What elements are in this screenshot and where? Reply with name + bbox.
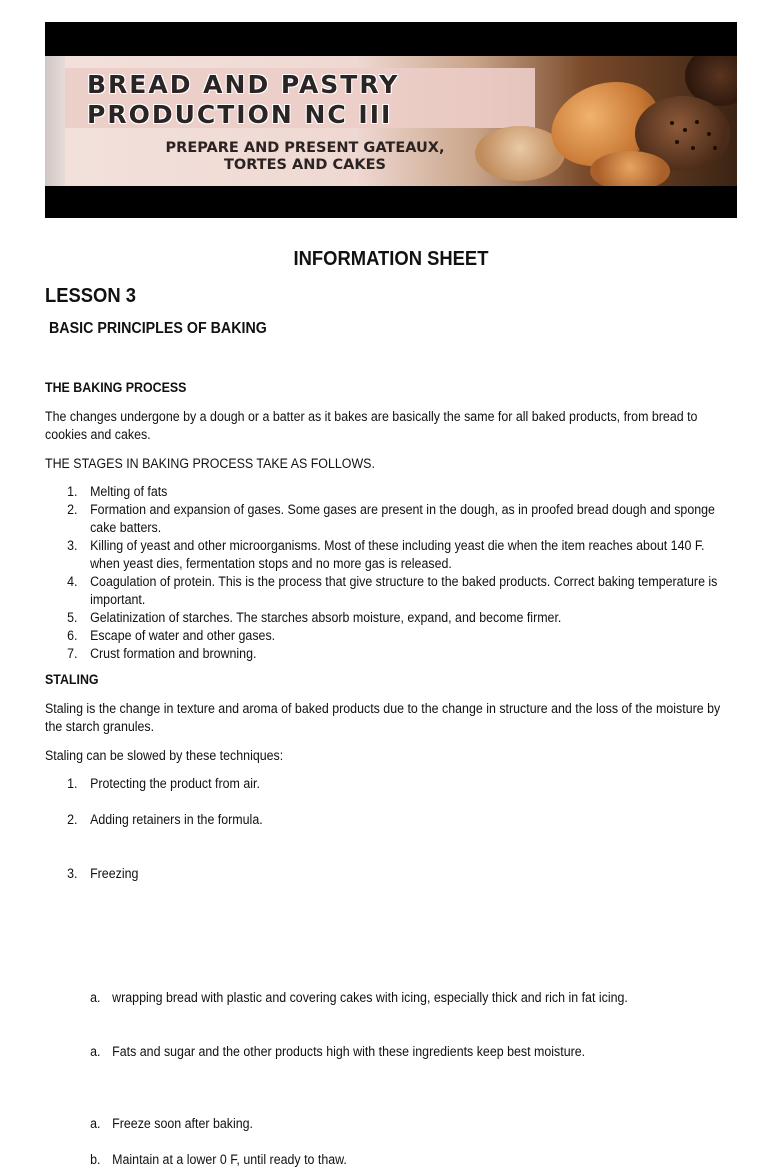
list-item: 2. Formation and expansion of gases. Some gases are present in the dough, as in proofed bread dough and sponge cake batters. (67, 502, 715, 535)
list-item: 3. Freezing (67, 866, 139, 881)
banner-image (45, 56, 737, 186)
banner-title-line1: BREAD AND PASTRY (87, 70, 400, 99)
stages-list (45, 483, 726, 663)
list-item: 5. Gelatinization of starches. The starches absorb moisture, expand, and become firmer. (67, 610, 562, 625)
list-subitem: a. Freeze soon after baking. (90, 1116, 254, 1131)
staling-techniques-intro: Staling can be slowed by these techniques: (45, 748, 284, 763)
list-item: 6. Escape of water and other gases. (67, 628, 276, 643)
staling-heading: STALING (45, 672, 99, 687)
list-item: 3. Killing of yeast and other microorganisms. Most of these including yeast die when the item reaches about 140 F. when yeast dies, fermentation stops and no more gas is released. (67, 538, 705, 571)
header-banner (45, 22, 737, 218)
list-item: 1. Protecting the product from air. (67, 776, 260, 791)
baking-process-heading: THE BAKING PROCESS (45, 380, 187, 395)
croissant-image (590, 151, 670, 186)
sheet-title: INFORMATION SHEET (293, 248, 489, 270)
lesson-number: LESSON 3 (45, 285, 137, 307)
list-item: 2. Adding retainers in the formula. (67, 812, 263, 827)
lesson-title: BASIC PRINCIPLES OF BAKING (49, 320, 267, 337)
list-item: 7. Crust formation and browning. (67, 646, 257, 661)
list-subitem: b. Maintain at a lower 0 F, until ready to thaw. (90, 1152, 347, 1167)
banner-subtitle-line1: PREPARE AND PRESENT GATEAUX, (165, 140, 445, 156)
list-item: 1. Melting of fats (67, 484, 168, 499)
banner-title-line2: PRODUCTION NC III (87, 100, 393, 129)
baking-process-intro: The changes undergone by a dough or a batter as it bakes are basically the same for all baked products, from bread to cookies and cakes. (45, 409, 698, 442)
staling-definition: Staling is the change in texture and aroma of baked products due to the change in structure and the loss of the moisture by the starch granules. (45, 701, 721, 734)
list-item: 4. Coagulation of protein. This is the process that give structure to the baked products. Correct baking temperature is important. (67, 574, 718, 607)
staling-techniques-list (45, 775, 726, 793)
banner-subtitle-line2: TORTES AND CAKES (224, 157, 386, 173)
document-page (45, 22, 737, 1167)
stages-heading: THE STAGES IN BAKING PROCESS TAKE AS FOLLOWS. (45, 456, 375, 471)
list-subitem: a. Fats and sugar and the other products high with these ingredients keep best moisture. (90, 1044, 586, 1059)
list-subitem: a. wrapping bread with plastic and covering cakes with icing, especially thick and rich in fat icing. (90, 990, 628, 1005)
